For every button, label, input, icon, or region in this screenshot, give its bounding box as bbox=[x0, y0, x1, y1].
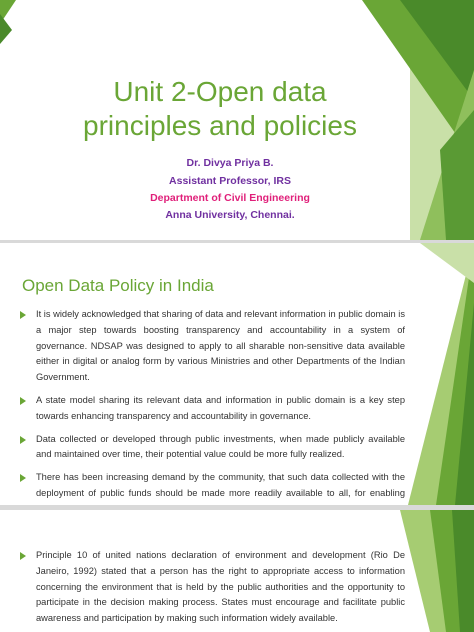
deco-corner-2 bbox=[0, 14, 12, 44]
title-line-1: Unit 2-Open data bbox=[113, 76, 327, 107]
bullet-arrow-icon bbox=[20, 474, 26, 482]
bullet-item bbox=[20, 432, 405, 464]
author-department: Department of Civil Engineering bbox=[150, 192, 310, 204]
bullet-text: There has been increasing demand by the community, that such data collected with the deployment of public funds should be made more readily available to all, for enabling bbox=[36, 472, 405, 498]
bullet-arrow-icon bbox=[20, 436, 26, 444]
bullet-item bbox=[20, 548, 405, 627]
slide-title bbox=[60, 75, 380, 143]
policy-slide bbox=[0, 243, 474, 505]
author-position: Assistant Professor, IRS bbox=[169, 175, 291, 187]
bullet-item bbox=[20, 307, 405, 386]
author-university: Anna University, Chennai. bbox=[165, 209, 295, 221]
bullet-arrow-icon bbox=[20, 311, 26, 319]
bullet-item bbox=[20, 393, 405, 425]
bullet-text: A state model sharing its relevant data and information in public domain is a key step towards enhancing transparency and accountability in governance. bbox=[36, 394, 405, 421]
bullet-arrow-icon bbox=[20, 397, 26, 405]
section-heading: Open Data Policy in India bbox=[22, 276, 214, 295]
title-slide bbox=[0, 0, 474, 240]
bullet-list bbox=[20, 548, 405, 627]
title-line-2: principles and policies bbox=[83, 110, 357, 141]
bullet-arrow-icon bbox=[20, 552, 26, 560]
bullet-list bbox=[20, 307, 405, 525]
bullet-text: Principle 10 of united nations declaration of environment and development (Rio De Janeiro, 1992) stated that a person has the right to appropriate access to information concerning the environment that is held by the public authorities and the opportunity to participate in the decision making process. States must encourage and facilitate public awareness and participation by making such information widely available. bbox=[36, 550, 405, 624]
bullet-text: Data collected or developed through public investments, when made publicly available and maintained over time, their potential value could be more fully realized. bbox=[36, 433, 405, 460]
author-name: Dr. Divya Priya B. bbox=[186, 157, 274, 169]
bullet-text: It is widely acknowledged that sharing of data and relevant information in public domain is a major step towards boosting transparency and accountability in a system of governance. NDSAP was designed to apply to all sharable non-sensitive data available either in digital or analog form by various Ministries and other Departments of the Indian Government. bbox=[36, 309, 405, 383]
principle-slide bbox=[0, 510, 474, 632]
